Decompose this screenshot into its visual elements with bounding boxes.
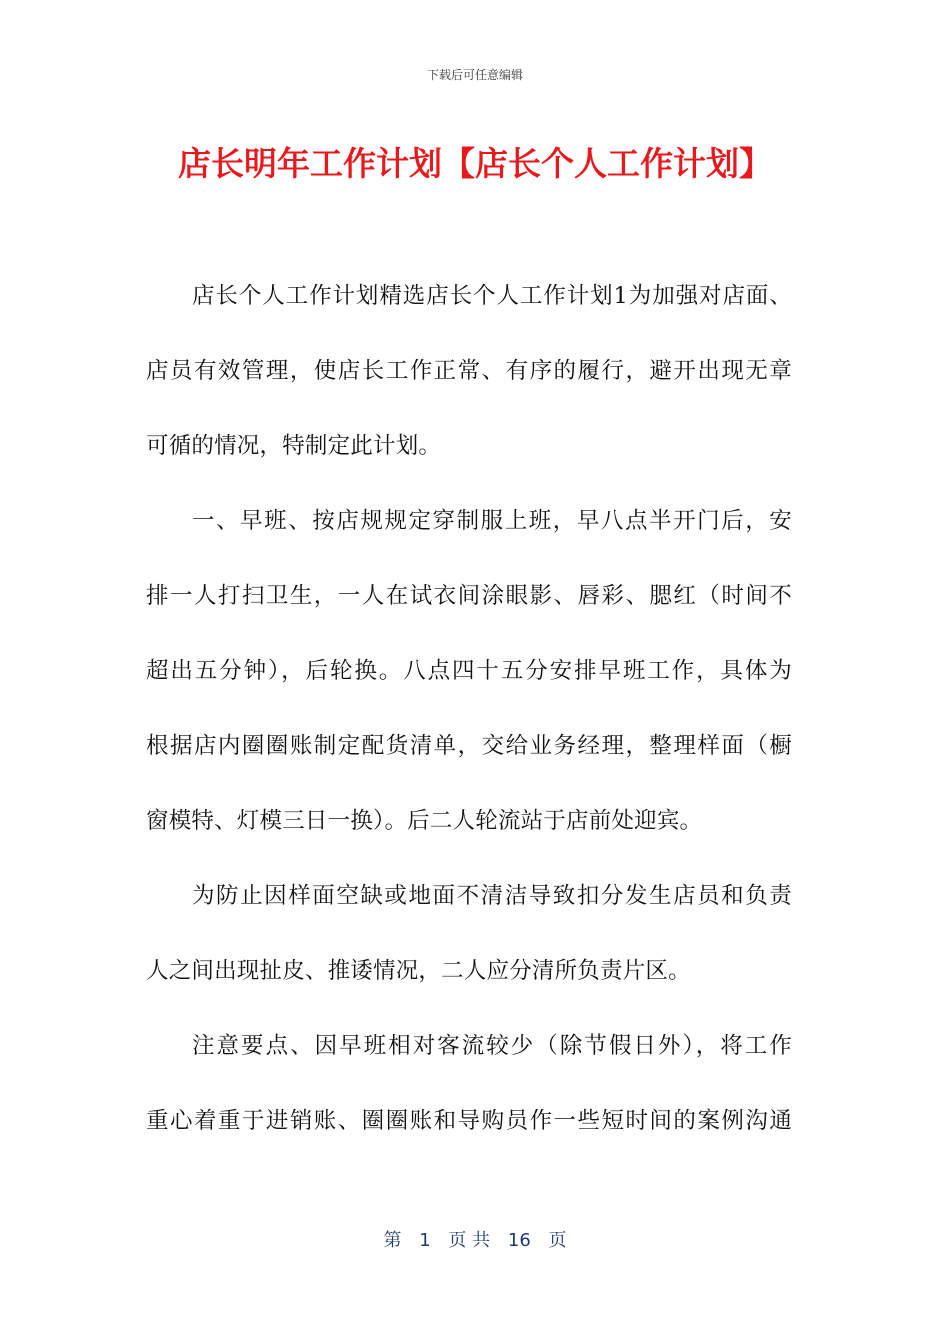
text-line: 注意要点、因早班相对客流较少（除节假日外），将工作: [192, 1033, 792, 1059]
footer-middle: 页 共: [448, 1230, 491, 1251]
document-title: 店长明年工作计划【店长个人工作计划】: [178, 144, 772, 183]
text-line: 窗模特、灯模三日一换）。后二人轮流站于店前处迎宾。: [146, 808, 703, 834]
text-line: 为防止因样面空缺或地面不清洁导致扣分发生店员和负责: [192, 883, 792, 909]
text-line: 一、早班、按店规规定穿制服上班，早八点半开门后，安: [192, 508, 792, 534]
document-body: [146, 276, 792, 1176]
header-note: 下载后可任意编辑: [426, 68, 523, 82]
text-line: 重心着重于进销账、圈圈账和导购员作一些短时间的案例沟通: [146, 1108, 792, 1134]
text-line: 店员有效管理，使店长工作正常、有序的履行，避开出现无章: [146, 358, 792, 384]
text-line: 人之间出现扯皮、推诿情况，二人应分清所负责片区。: [146, 958, 691, 984]
text-line: 根据店内圈圈账制定配货清单，交给业务经理，整理样面（橱: [146, 733, 792, 759]
text-line: 排一人打扫卫生，一人在试衣间涂眼影、唇彩、腮红（时间不: [146, 583, 792, 609]
page-number: 1: [419, 1230, 431, 1251]
footer-prefix: 第: [383, 1230, 402, 1251]
text-line: 超出五分钟），后轮换。八点四十五分安排早班工作，具体为: [146, 658, 792, 684]
text-line: 可循的情况，特制定此计划。: [146, 433, 442, 459]
page-total: 16: [507, 1230, 531, 1251]
footer-suffix: 页: [548, 1230, 567, 1251]
text-line: 店长个人工作计划精选店长个人工作计划1为加强对店面、: [192, 283, 792, 309]
page-footer: [0, 1226, 950, 1252]
